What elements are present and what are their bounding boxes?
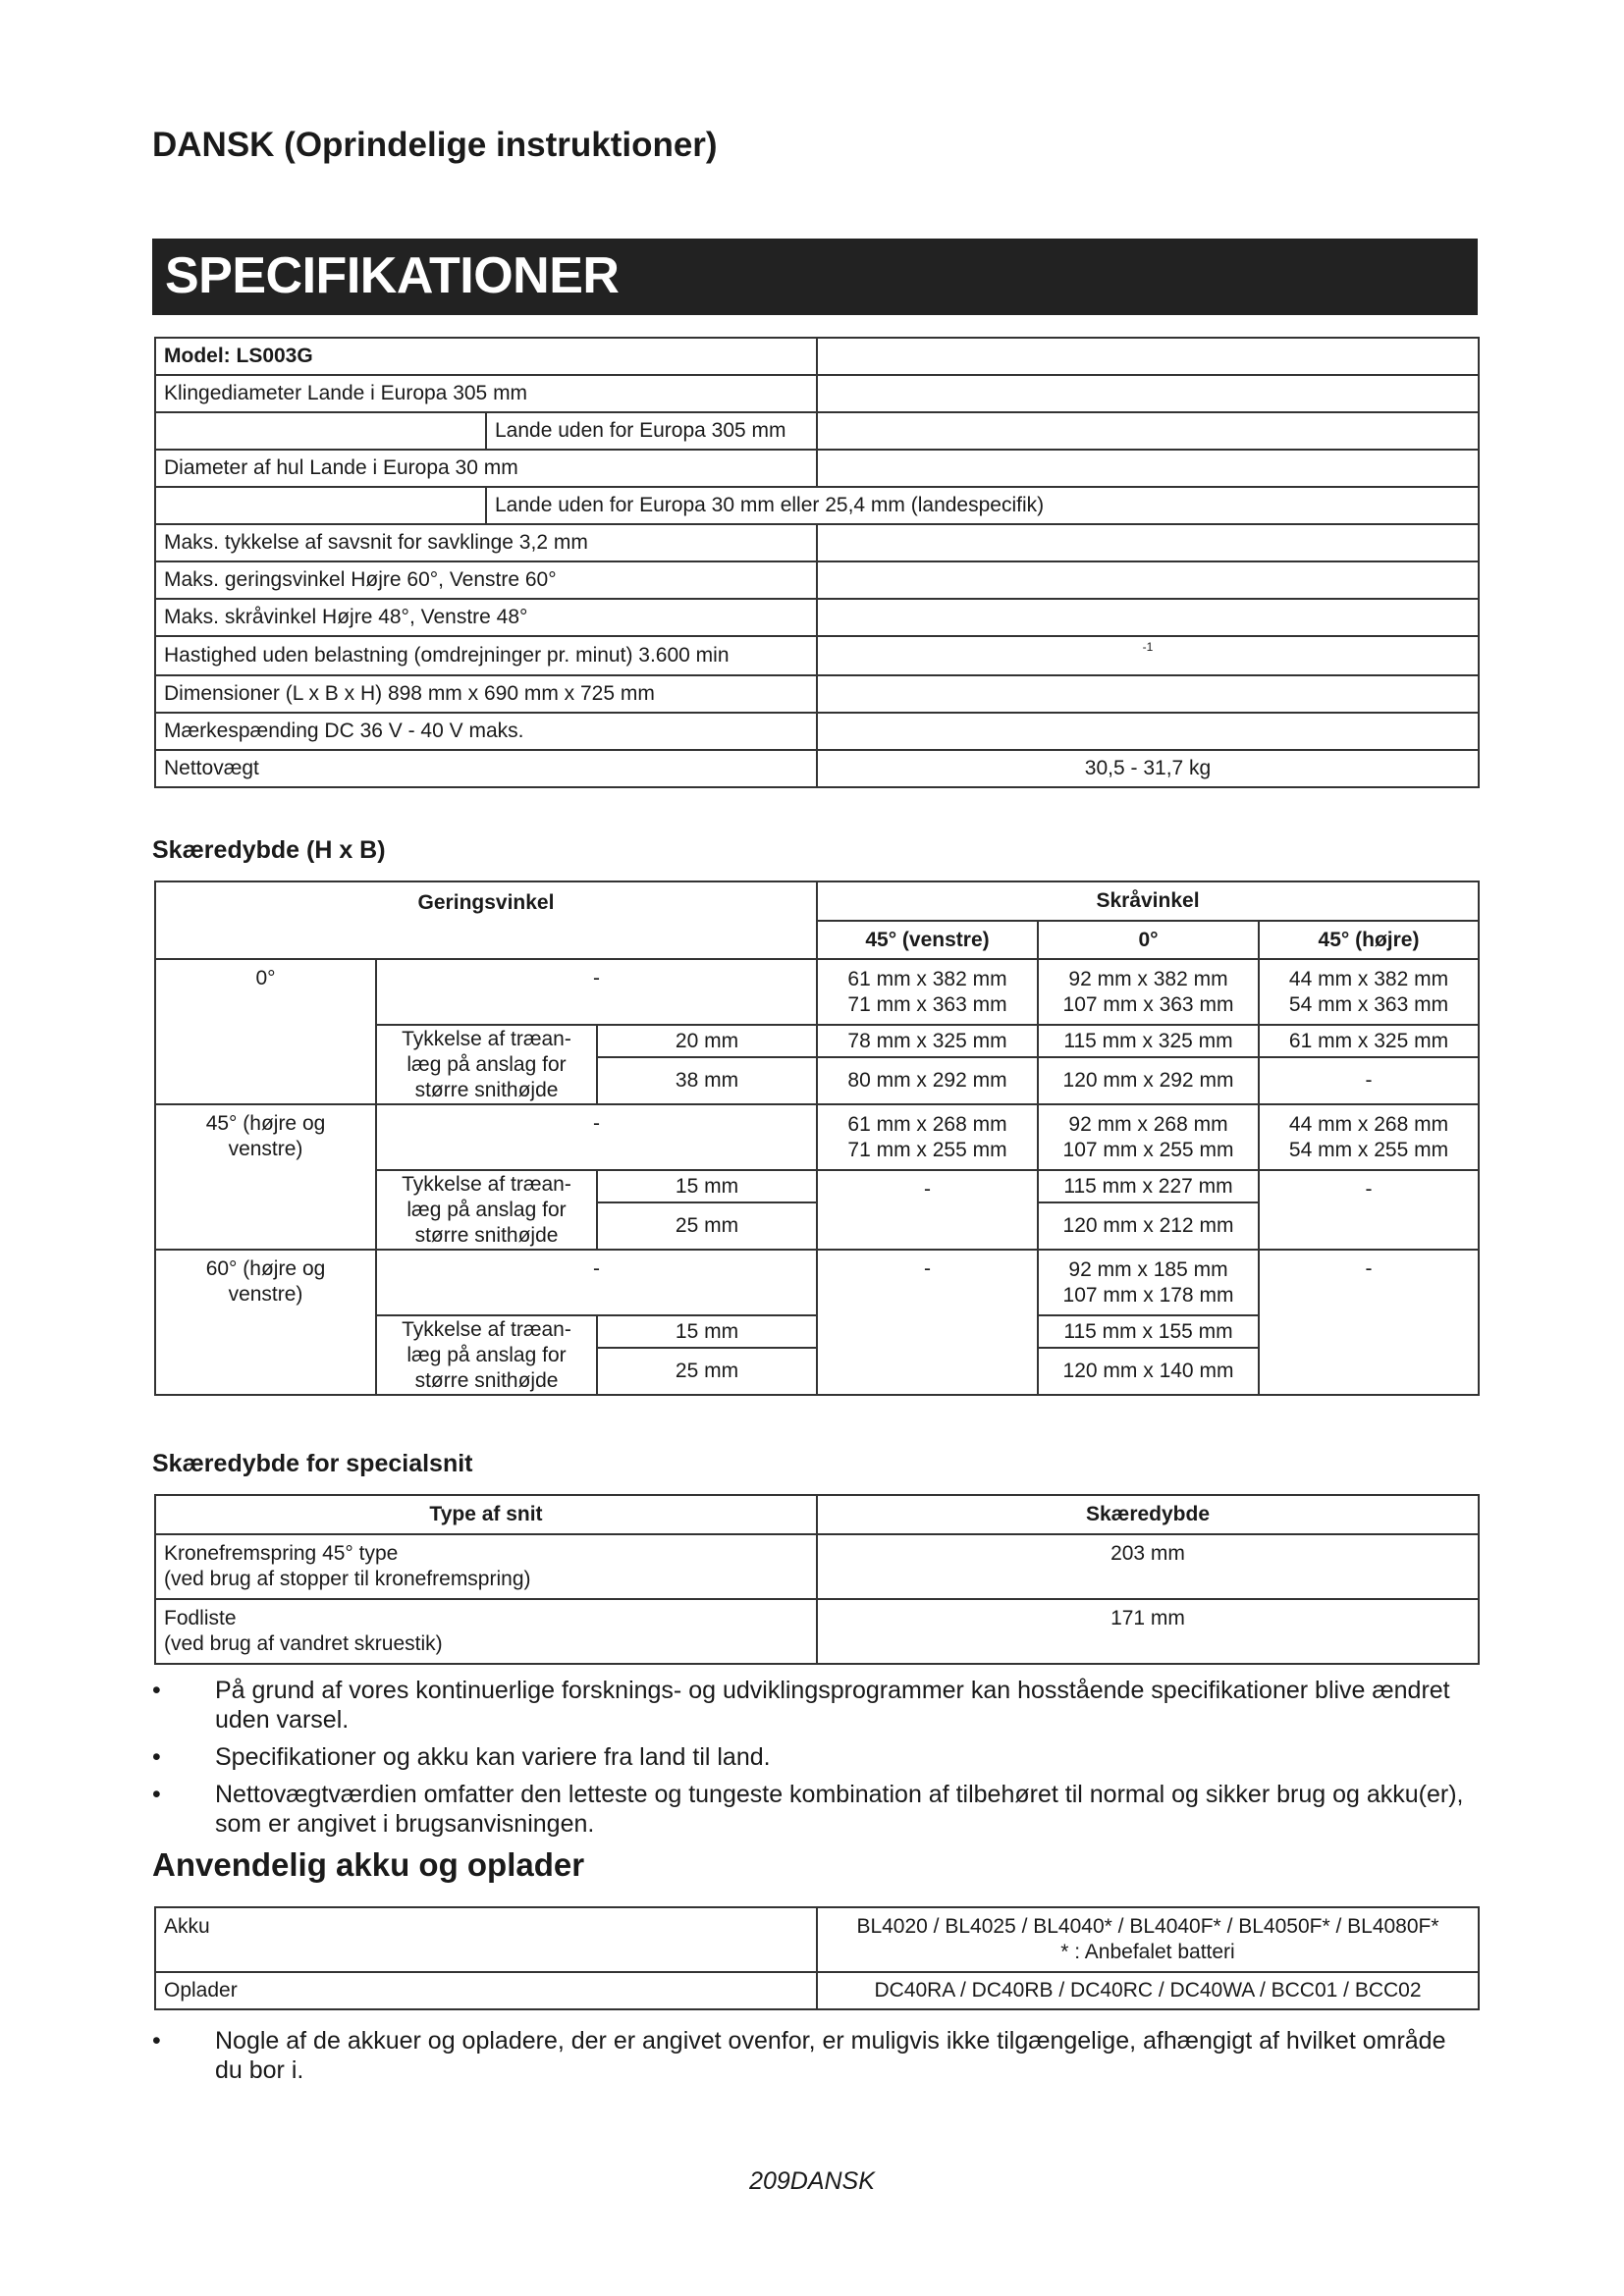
speed-cell: Hastighed uden belastning (omdrejninger pr. minut) 3.600 min	[155, 636, 817, 675]
value: 120 mm x 140 mm	[1038, 1348, 1259, 1395]
note-item	[152, 2026, 1478, 2085]
thickness-value: 38 mm	[597, 1057, 817, 1104]
bevel-zero-header: 0°	[1038, 921, 1259, 959]
value: 54 mm x 363 mm	[1288, 992, 1449, 1016]
notes2-list	[152, 2026, 1478, 2093]
battery-note: * : Anbefalet batteri	[1060, 1941, 1235, 1963]
bullet: •	[152, 1781, 161, 1808]
cut-type-line: Kronefremspring 45° type	[164, 1542, 399, 1565]
dash-cell: -	[817, 1170, 1038, 1250]
battery-label: Akku	[155, 1907, 817, 1972]
empty-cell	[817, 675, 1479, 713]
cut-type-cell	[155, 1599, 817, 1664]
thickness-value: 15 mm	[597, 1170, 817, 1202]
cutting-depth-heading: Skæredybde (H x B)	[152, 836, 386, 864]
value: 107 mm x 178 mm	[1062, 1283, 1234, 1307]
value: 44 mm x 382 mm	[1288, 967, 1449, 990]
bevel-header: Skråvinkel	[817, 881, 1479, 921]
value: 78 mm x 325 mm	[817, 1025, 1038, 1057]
table-row	[155, 1972, 1479, 2009]
value: 44 mm x 268 mm	[1288, 1112, 1449, 1136]
table-row	[155, 636, 1479, 675]
value: 71 mm x 255 mm	[847, 1138, 1007, 1161]
table-row	[155, 1534, 1479, 1599]
table-row	[155, 1599, 1479, 1664]
cut-depth-cell: 203 mm	[817, 1534, 1479, 1599]
dimensions-cell: Dimensioner (L x B x H) 898 mm x 690 mm x 725 mm	[155, 675, 817, 713]
empty-cell	[817, 524, 1479, 561]
cut-type-line: (ved brug af stopper til kronefremspring)	[164, 1568, 531, 1590]
cutting-depth-table	[154, 881, 1480, 1396]
special-cut-table	[154, 1494, 1480, 1665]
blade-diameter-cell: Klingediameter Lande i Europa 305 mm	[155, 375, 817, 412]
thickness-line: Tykkelse af træan-	[402, 1172, 571, 1196]
thickness-line: større snithøjde	[414, 1368, 559, 1392]
dash-cell: -	[376, 1104, 817, 1170]
thickness-line: læg på anslag for	[406, 1343, 567, 1366]
table-row	[155, 1250, 1479, 1315]
angle-line: 60° (højre og	[205, 1257, 326, 1280]
thickness-value: 20 mm	[597, 1025, 817, 1057]
thickness-label-cell	[376, 1170, 597, 1250]
dash-cell: -	[1259, 1170, 1479, 1250]
miter-cell: Maks. geringsvinkel Højre 60°, Venstre 60°	[155, 561, 817, 599]
value: 71 mm x 363 mm	[847, 992, 1007, 1016]
hole-diameter-outside-cell: Lande uden for Europa 30 mm eller 25,4 mm (landespecifik)	[486, 487, 1479, 524]
note-item	[152, 1676, 1478, 1735]
empty-cell	[155, 487, 486, 524]
cut-depth-header: Skæredybde	[817, 1495, 1479, 1534]
empty-cell	[817, 450, 1479, 487]
special-cut-heading: Skæredybde for specialsnit	[152, 1450, 473, 1477]
banner-title: SPECIFIKATIONER	[165, 247, 620, 304]
angle-line: 45° (højre og	[205, 1112, 326, 1135]
thickness-line: Tykkelse af træan-	[402, 1317, 571, 1341]
table-row	[155, 450, 1479, 487]
empty-cell	[817, 599, 1479, 636]
note-text: Nogle af de akkuer og opladere, der er angivet ovenfor, er muligvis ikke tilgængelige, afhængigt af hvilket område du bor i.	[215, 2027, 1446, 2084]
value: 120 mm x 292 mm	[1038, 1057, 1259, 1104]
charger-value: DC40RA / DC40RB / DC40RC / DC40WA / BCC01 / BCC02	[817, 1972, 1479, 2009]
table-row	[155, 1104, 1479, 1170]
empty-cell	[155, 412, 486, 450]
cut-type-cell	[155, 1534, 817, 1599]
bevel-cell: Maks. skråvinkel Højre 48°, Venstre 48°	[155, 599, 817, 636]
angle-0-cell: 0°	[155, 959, 376, 1104]
cut-type-line: (ved brug af vandret skruestik)	[164, 1632, 443, 1655]
value: 115 mm x 155 mm	[1038, 1315, 1259, 1348]
bullet: •	[152, 2027, 161, 2055]
thickness-line: læg på anslag for	[406, 1052, 567, 1076]
kerf-cell: Maks. tykkelse af savsnit for savklinge 3,2 mm	[155, 524, 817, 561]
miter-header: Geringsvinkel	[155, 881, 817, 959]
net-weight-label: Nettovægt	[155, 750, 817, 787]
bullet: •	[152, 1743, 161, 1771]
voltage-cell: Mærkespænding DC 36 V - 40 V maks.	[155, 713, 817, 750]
notes-list	[152, 1676, 1478, 1846]
table-row	[155, 524, 1479, 561]
cut-depth-cell: 171 mm	[817, 1599, 1479, 1664]
empty-cell	[817, 713, 1479, 750]
note-item	[152, 1742, 1478, 1772]
charger-label: Oplader	[155, 1972, 817, 2009]
note-text: På grund af vores kontinuerlige forsknings- og udviklingsprogrammer kan hosstående specifikationer blive ændret uden varsel.	[215, 1677, 1450, 1734]
battery-value: BL4020 / BL4025 / BL4040* / BL4040F* / BL4050F* / BL4080F*	[856, 1915, 1439, 1938]
table-row	[155, 412, 1479, 450]
bullet: •	[152, 1677, 161, 1704]
thickness-line: større snithøjde	[414, 1223, 559, 1247]
value: 61 mm x 268 mm	[847, 1112, 1007, 1136]
table-row	[155, 750, 1479, 787]
table-row	[155, 487, 1479, 524]
thickness-line: større snithøjde	[414, 1078, 559, 1101]
thickness-label-cell	[376, 1315, 597, 1395]
value: 115 mm x 227 mm	[1038, 1170, 1259, 1202]
table-row	[155, 713, 1479, 750]
value: 61 mm x 325 mm	[1259, 1025, 1479, 1057]
table-row	[155, 959, 1479, 1025]
net-weight-value: 30,5 - 31,7 kg	[817, 750, 1479, 787]
value: 92 mm x 382 mm	[1068, 967, 1228, 990]
angle-45-cell	[155, 1104, 376, 1250]
thickness-value: 25 mm	[597, 1202, 817, 1250]
thickness-label-cell	[376, 1025, 597, 1104]
thickness-value: 25 mm	[597, 1348, 817, 1395]
angle-60-cell	[155, 1250, 376, 1395]
bevel-right-header: 45° (højre)	[1259, 921, 1479, 959]
battery-value-cell	[817, 1907, 1479, 1972]
battery-heading: Anvendelig akku og oplader	[152, 1846, 585, 1883]
thickness-line: læg på anslag for	[406, 1198, 567, 1221]
specifications-table	[154, 337, 1480, 788]
empty-cell	[817, 375, 1479, 412]
specifications-banner	[152, 239, 1478, 315]
note-text: Specifikationer og akku kan variere fra land til land.	[215, 1743, 771, 1771]
thickness-value: 15 mm	[597, 1315, 817, 1348]
model-cell: Model: LS003G	[155, 338, 817, 375]
empty-cell	[817, 412, 1479, 450]
value: 107 mm x 363 mm	[1062, 992, 1234, 1016]
angle-line: venstre)	[228, 1138, 303, 1160]
table-row	[155, 338, 1479, 375]
angle-line: venstre)	[228, 1283, 303, 1306]
value: 54 mm x 255 mm	[1288, 1138, 1449, 1161]
table-row	[155, 1495, 1479, 1534]
table-row	[155, 561, 1479, 599]
dash-cell: -	[1259, 1250, 1479, 1395]
page-title: DANSK (Oprindelige instruktioner)	[152, 126, 718, 164]
table-row	[155, 599, 1479, 636]
table-row	[155, 375, 1479, 412]
table-row	[155, 881, 1479, 921]
value: 92 mm x 268 mm	[1068, 1112, 1228, 1136]
cut-type-line: Fodliste	[164, 1607, 237, 1629]
note-item	[152, 1780, 1478, 1839]
note-text: Nettovægtværdien omfatter den letteste og tungeste kombination af tilbehøret til normal og sikker brug og akku(er), som er angivet i brugsanvisningen.	[215, 1781, 1464, 1838]
table-row	[155, 1907, 1479, 1972]
value: 115 mm x 325 mm	[1038, 1025, 1259, 1057]
battery-table	[154, 1906, 1480, 2010]
value: 92 mm x 185 mm	[1068, 1257, 1228, 1281]
hole-diameter-cell: Diameter af hul Lande i Europa 30 mm	[155, 450, 817, 487]
table-row	[155, 675, 1479, 713]
empty-cell	[817, 338, 1479, 375]
speed-superscript: -1	[817, 636, 1479, 675]
value: 107 mm x 255 mm	[1062, 1138, 1234, 1161]
empty-cell	[817, 561, 1479, 599]
dash-cell: -	[1259, 1057, 1479, 1104]
dash-cell: -	[376, 1250, 817, 1315]
value: 80 mm x 292 mm	[817, 1057, 1038, 1104]
blade-diameter-outside-cell: Lande uden for Europa 305 mm	[486, 412, 817, 450]
value: 120 mm x 212 mm	[1038, 1202, 1259, 1250]
dash-cell: -	[376, 959, 817, 1025]
value: 61 mm x 382 mm	[847, 967, 1007, 990]
bevel-left-header: 45° (venstre)	[817, 921, 1038, 959]
cut-type-header: Type af snit	[155, 1495, 817, 1534]
dash-cell: -	[817, 1250, 1038, 1395]
page-footer: 209DANSK	[749, 2167, 875, 2195]
thickness-line: Tykkelse af træan-	[402, 1027, 571, 1050]
